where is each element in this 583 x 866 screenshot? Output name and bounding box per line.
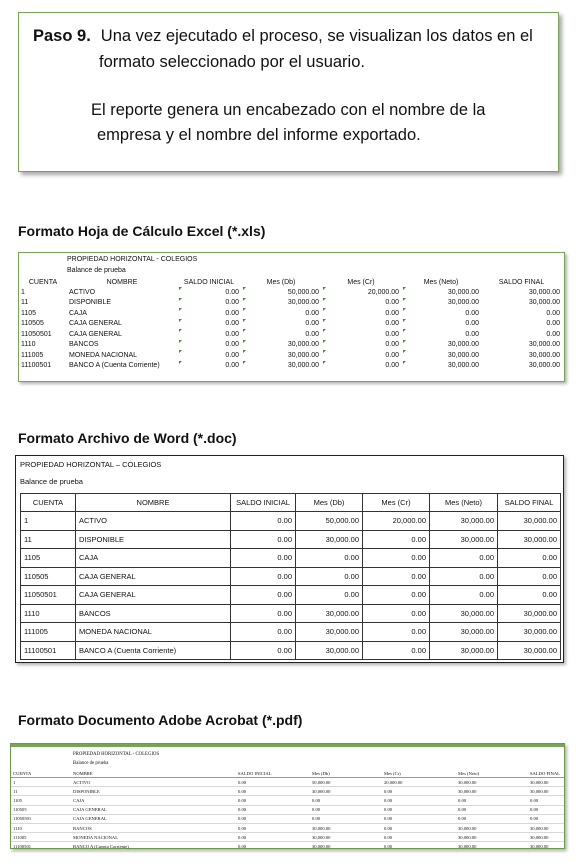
pdf-column-header: NOMBRE xyxy=(71,769,236,778)
step-text-4: empresa y el nombre del informe exportado. xyxy=(97,126,421,144)
pdf-column-header: SALDO INICIAL xyxy=(236,769,310,778)
doc-table-cell: 0.00 xyxy=(430,549,498,568)
doc-table-cell: DISPONIBLE xyxy=(76,530,231,549)
pdf-table-cell: 1110 xyxy=(11,823,71,832)
xls-table-cell: 30,000.00 xyxy=(401,350,481,361)
step-line-1 xyxy=(33,27,533,46)
pdf-table-cell: 30,000.00 xyxy=(528,778,564,787)
pdf-table-row xyxy=(11,778,564,787)
xls-table-cell: 0.00 xyxy=(177,329,241,340)
doc-table-cell: 30,000.00 xyxy=(430,623,498,642)
doc-table-cell: 0.00 xyxy=(296,586,363,605)
xls-table-cell: 0.00 xyxy=(321,308,401,319)
xls-table-cell: 0.00 xyxy=(321,350,401,361)
xls-column-header: Mes (Neto) xyxy=(423,278,459,286)
pdf-table-row xyxy=(11,787,564,796)
doc-column-header: SALDO FINAL xyxy=(498,494,561,512)
xls-table-row xyxy=(19,361,562,372)
xls-table-row xyxy=(19,298,562,309)
pdf-table-cell: MONEDA NACIONAL xyxy=(71,833,236,842)
pdf-table-cell: 30,000.00 xyxy=(528,842,564,851)
pdf-table-cell: 30,000.00 xyxy=(310,833,382,842)
pdf-table-cell: 0.00 xyxy=(528,805,564,814)
xls-table-cell: 0.00 xyxy=(321,298,401,309)
xls-table-cell: 50,000.00 xyxy=(241,287,321,298)
xls-table-cell: 0.00 xyxy=(177,287,241,298)
doc-table-cell: 0.00 xyxy=(363,549,430,568)
doc-table-cell: 0.00 xyxy=(231,549,296,568)
doc-table-cell: CAJA xyxy=(76,549,231,568)
pdf-column-header: Mes (Db) xyxy=(310,769,382,778)
xls-table-cell: 1110 xyxy=(21,341,36,349)
doc-table-cell: 1105 xyxy=(21,549,76,568)
pdf-top-border xyxy=(11,744,564,747)
pdf-table-cell: 0.00 xyxy=(382,787,456,796)
doc-table-row xyxy=(21,530,561,549)
doc-column-header: Mes (Cr) xyxy=(363,494,430,512)
pdf-table-cell: 0.00 xyxy=(236,796,310,805)
pdf-table-cell: ACTIVO xyxy=(71,778,236,787)
pdf-table-cell: 0.00 xyxy=(382,814,456,823)
pdf-table-cell: 0.00 xyxy=(382,833,456,842)
doc-column-header: NOMBRE xyxy=(76,494,231,512)
xls-column-header: SALDO FINAL xyxy=(498,278,545,286)
pdf-table-cell: 11 xyxy=(11,787,71,796)
xls-table-cell: 30,000.00 xyxy=(528,362,560,370)
xls-table-row xyxy=(19,340,562,351)
pdf-table-cell: 0.00 xyxy=(310,805,382,814)
xls-table-row xyxy=(19,319,562,330)
xls-table-cell: 0.00 xyxy=(321,361,401,372)
pdf-table-cell: 110505 xyxy=(11,805,71,814)
xls-table-cell: 0.00 xyxy=(177,319,241,330)
xls-table-cell: CAJA GENERAL xyxy=(69,330,122,338)
pdf-table-cell: 30,000.00 xyxy=(456,787,528,796)
doc-table-cell: 30,000.00 xyxy=(296,604,363,623)
pdf-header-row xyxy=(11,769,564,778)
xls-table-cell: 11 xyxy=(21,299,29,307)
doc-table-cell: 0.00 xyxy=(231,623,296,642)
doc-table-cell: BANCO A (Cuenta Corriente) xyxy=(76,641,231,660)
xls-table-cell: MONEDA NACIONAL xyxy=(69,351,138,359)
xls-table-cell: 30,000.00 xyxy=(241,350,321,361)
xls-table-cell: 30,000.00 xyxy=(528,341,560,349)
doc-table-cell: 0.00 xyxy=(231,567,296,586)
pdf-table-row xyxy=(11,842,564,851)
excel-table xyxy=(19,277,562,371)
pdf-table-cell: 30,000.00 xyxy=(456,833,528,842)
pdf-report-name: Balance de prueba xyxy=(73,761,109,766)
xls-table-cell: 0.00 xyxy=(177,350,241,361)
xls-table-cell: 0.00 xyxy=(401,319,481,330)
word-company-name: PROPIEDAD HORIZONTAL – COLEGIOS xyxy=(20,460,162,469)
pdf-table-cell: 0.00 xyxy=(382,796,456,805)
doc-table-cell: 0.00 xyxy=(231,530,296,549)
pdf-table-cell: 0.00 xyxy=(236,778,310,787)
xls-table-cell: 30,000.00 xyxy=(401,287,481,298)
pdf-table-cell: 11050501 xyxy=(11,814,71,823)
doc-table-cell: CAJA GENERAL xyxy=(76,567,231,586)
xls-table-cell: 0.00 xyxy=(241,329,321,340)
xls-table-row xyxy=(19,308,562,319)
xls-table-cell: 30,000.00 xyxy=(528,351,560,359)
xls-table-cell: 11050501 xyxy=(21,330,52,338)
pdf-section-title: Formato Documento Adobe Acrobat (*.pdf) xyxy=(18,712,303,728)
pdf-table-cell: DISPONIBLE xyxy=(71,787,236,796)
pdf-table-cell: BANCO A (Cuenta Corriente) xyxy=(71,842,236,851)
xls-table-cell: 30,000.00 xyxy=(401,298,481,309)
doc-table-cell: 30,000.00 xyxy=(498,623,561,642)
doc-table-cell: 0.00 xyxy=(296,549,363,568)
xls-table-cell: 0.00 xyxy=(321,329,401,340)
xls-table-cell: 1 xyxy=(21,288,25,296)
pdf-table-cell: 30,000.00 xyxy=(456,823,528,832)
pdf-column-header: Mes (Cr) xyxy=(382,769,456,778)
doc-table-cell: 30,000.00 xyxy=(430,530,498,549)
doc-table-cell: 1 xyxy=(21,512,76,531)
pdf-table-cell: 30,000.00 xyxy=(456,842,528,851)
word-preview xyxy=(15,455,564,663)
pdf-table-cell: 50,000.00 xyxy=(310,778,382,787)
pdf-table-cell: 30,000.00 xyxy=(310,842,382,851)
doc-table-row xyxy=(21,512,561,531)
xls-table-cell: BANCO A (Cuenta Corriente) xyxy=(69,362,160,370)
xls-table-cell: 0.00 xyxy=(321,319,401,330)
pdf-table-cell: 0.00 xyxy=(236,805,310,814)
excel-header-row xyxy=(19,277,562,287)
pdf-table-cell: 0.00 xyxy=(310,814,382,823)
doc-table-cell: 20,000.00 xyxy=(363,512,430,531)
excel-report-name: Balance de prueba xyxy=(67,267,126,274)
doc-table-cell: CAJA GENERAL xyxy=(76,586,231,605)
doc-table-cell: 0.00 xyxy=(363,586,430,605)
pdf-table-cell: 11100501 xyxy=(11,842,71,851)
doc-table-cell: 30,000.00 xyxy=(430,641,498,660)
xls-table-row xyxy=(19,287,562,298)
pdf-table-cell: 20,000.00 xyxy=(382,778,456,787)
doc-table-cell: 30,000.00 xyxy=(296,623,363,642)
doc-column-header: Mes (Neto) xyxy=(430,494,498,512)
xls-table-cell: 0.00 xyxy=(241,308,321,319)
xls-table-cell: 111005 xyxy=(21,351,44,359)
xls-table-cell: 30,000.00 xyxy=(241,340,321,351)
doc-table-cell: 0.00 xyxy=(296,567,363,586)
pdf-table-cell: 0.00 xyxy=(236,787,310,796)
pdf-column-header: CUENTA xyxy=(11,769,71,778)
pdf-table-cell: 0.00 xyxy=(236,833,310,842)
xls-table-row xyxy=(19,329,562,340)
xls-table-cell: 11100501 xyxy=(21,362,52,370)
pdf-table-cell: 111005 xyxy=(11,833,71,842)
pdf-table-row xyxy=(11,796,564,805)
doc-column-header: CUENTA xyxy=(21,494,76,512)
pdf-table-cell: CAJA GENERAL xyxy=(71,814,236,823)
doc-table-cell: 11 xyxy=(21,530,76,549)
xls-table-cell: 30,000.00 xyxy=(528,288,560,296)
excel-section-title: Formato Hoja de Cálculo Excel (*.xls) xyxy=(18,223,266,239)
pdf-table-cell: 30,000.00 xyxy=(310,823,382,832)
doc-table-cell: 0.00 xyxy=(363,623,430,642)
xls-table-cell: 0.00 xyxy=(177,361,241,372)
pdf-table-cell: 0.00 xyxy=(236,842,310,851)
doc-table-cell: 11100501 xyxy=(21,641,76,660)
doc-table-cell: 11050501 xyxy=(21,586,76,605)
doc-table-cell: 30,000.00 xyxy=(296,641,363,660)
pdf-table-cell: 0.00 xyxy=(382,805,456,814)
pdf-table-cell: 0.00 xyxy=(236,823,310,832)
xls-table-cell: BANCOS xyxy=(69,341,99,349)
doc-table-cell: 0.00 xyxy=(363,567,430,586)
xls-column-header: NOMBRE xyxy=(106,278,138,286)
pdf-table-row xyxy=(11,833,564,842)
doc-column-header: Mes (Db) xyxy=(296,494,363,512)
doc-table-cell: ACTIVO xyxy=(76,512,231,531)
pdf-table-row xyxy=(11,823,564,832)
excel-table-body xyxy=(19,287,562,371)
step-text-1: Una vez ejecutado el proceso, se visualizan los datos en el xyxy=(100,27,533,45)
pdf-table-cell: 0.00 xyxy=(382,842,456,851)
xls-column-header: Mes (Db) xyxy=(266,278,296,286)
pdf-table-cell: 1 xyxy=(11,778,71,787)
xls-table-cell: 0.00 xyxy=(177,298,241,309)
doc-table-cell: 30,000.00 xyxy=(296,530,363,549)
doc-table-cell: 0.00 xyxy=(231,586,296,605)
xls-table-cell: CAJA GENERAL xyxy=(69,320,122,328)
pdf-table-cell: 1105 xyxy=(11,796,71,805)
doc-table-cell: 30,000.00 xyxy=(498,530,561,549)
xls-column-header: CUENTA xyxy=(28,278,58,286)
doc-table-cell: 30,000.00 xyxy=(430,604,498,623)
pdf-table-cell: 0.00 xyxy=(456,805,528,814)
xls-table-cell: DISPONIBLE xyxy=(69,299,112,307)
step-instruction-box xyxy=(18,12,559,172)
xls-table-cell: 0.00 xyxy=(546,320,560,328)
xls-table-cell: 0.00 xyxy=(546,309,560,317)
pdf-table-body xyxy=(11,778,564,852)
xls-table-cell: 0.00 xyxy=(321,340,401,351)
doc-table-cell: 30,000.00 xyxy=(498,512,561,531)
doc-table-cell: 0.00 xyxy=(231,512,296,531)
doc-table-cell: BANCOS xyxy=(76,604,231,623)
doc-table-cell: 0.00 xyxy=(498,586,561,605)
xls-table-cell: 20,000.00 xyxy=(321,287,401,298)
doc-table-row xyxy=(21,549,561,568)
doc-table-row xyxy=(21,641,561,660)
doc-table-cell: 30,000.00 xyxy=(430,512,498,531)
excel-company-name: PROPIEDAD HORIZONTAL - COLEGIOS xyxy=(67,256,198,263)
xls-table-cell: 0.00 xyxy=(177,340,241,351)
doc-table-row xyxy=(21,567,561,586)
doc-table-cell: 110505 xyxy=(21,567,76,586)
pdf-table-cell: 0.00 xyxy=(456,814,528,823)
pdf-column-header: Mes (Neto) xyxy=(456,769,528,778)
xls-table-cell: ACTIVO xyxy=(69,288,96,296)
xls-table-cell: 0.00 xyxy=(401,329,481,340)
doc-table-cell: 30,000.00 xyxy=(498,641,561,660)
word-header-row xyxy=(21,494,561,512)
step-text-3: El reporte genera un encabezado con el nombre de la xyxy=(91,101,486,119)
step-label: Paso 9. xyxy=(33,27,91,45)
xls-table-cell: 30,000.00 xyxy=(401,340,481,351)
pdf-table-cell: 30,000.00 xyxy=(310,787,382,796)
step-text-2: formato seleccionado por el usuario. xyxy=(99,53,365,71)
pdf-table-cell: 0.00 xyxy=(528,814,564,823)
doc-table-cell: 0.00 xyxy=(363,641,430,660)
doc-table-cell: 0.00 xyxy=(430,567,498,586)
doc-table-cell: 1110 xyxy=(21,604,76,623)
doc-table-cell: 30,000.00 xyxy=(498,604,561,623)
doc-table-cell: 0.00 xyxy=(363,604,430,623)
xls-table-cell: 110505 xyxy=(21,320,44,328)
doc-table-cell: 50,000.00 xyxy=(296,512,363,531)
pdf-table xyxy=(11,769,564,852)
xls-table-cell: 0.00 xyxy=(401,308,481,319)
xls-table-row xyxy=(19,350,562,361)
pdf-table-row xyxy=(11,814,564,823)
pdf-table-cell: 30,000.00 xyxy=(528,787,564,796)
pdf-table-cell: 0.00 xyxy=(310,796,382,805)
word-table-body xyxy=(21,512,561,660)
doc-table-row xyxy=(21,623,561,642)
doc-table-cell: 0.00 xyxy=(231,641,296,660)
doc-table-row xyxy=(21,586,561,605)
excel-preview xyxy=(18,252,565,382)
xls-table-cell: 1105 xyxy=(21,309,37,317)
pdf-preview xyxy=(10,743,565,849)
pdf-table-cell: BANCOS xyxy=(71,823,236,832)
xls-table-cell: 0.00 xyxy=(546,330,560,338)
pdf-table-cell: CAJA xyxy=(71,796,236,805)
word-table xyxy=(20,493,561,660)
pdf-table-cell: 0.00 xyxy=(382,823,456,832)
pdf-table-cell: 30,000.00 xyxy=(528,833,564,842)
pdf-table-cell: 0.00 xyxy=(456,796,528,805)
doc-table-cell: 0.00 xyxy=(498,549,561,568)
doc-table-row xyxy=(21,604,561,623)
pdf-company-name: PROPIEDAD HORIZONTAL - COLEGIOS xyxy=(73,752,160,757)
xls-table-cell: 0.00 xyxy=(241,319,321,330)
doc-table-cell: 111005 xyxy=(21,623,76,642)
pdf-table-cell: CAJA GENERAL xyxy=(71,805,236,814)
xls-table-cell: 0.00 xyxy=(177,308,241,319)
pdf-table-cell: 30,000.00 xyxy=(528,823,564,832)
pdf-column-header: SALDO FINAL xyxy=(528,769,564,778)
doc-table-cell: 0.00 xyxy=(363,530,430,549)
xls-table-cell: 30,000.00 xyxy=(528,299,560,307)
xls-table-cell: 30,000.00 xyxy=(241,361,321,372)
xls-table-cell: 30,000.00 xyxy=(241,298,321,309)
doc-table-cell: 0.00 xyxy=(498,567,561,586)
xls-column-header: Mes (Cr) xyxy=(347,278,375,286)
pdf-table-row xyxy=(11,805,564,814)
pdf-table-cell: 30,000.00 xyxy=(456,778,528,787)
xls-table-cell: CAJA xyxy=(69,309,87,317)
xls-table-cell: 30,000.00 xyxy=(401,361,481,372)
doc-table-cell: 0.00 xyxy=(231,604,296,623)
pdf-table-cell: 0.00 xyxy=(528,796,564,805)
xls-column-header: SALDO INICIAL xyxy=(183,278,235,286)
doc-column-header: SALDO INICIAL xyxy=(231,494,296,512)
doc-table-cell: 0.00 xyxy=(430,586,498,605)
word-section-title: Formato Archivo de Word (*.doc) xyxy=(18,430,237,446)
word-report-name: Balance de prueba xyxy=(20,477,83,486)
doc-table-cell: MONEDA NACIONAL xyxy=(76,623,231,642)
pdf-table-cell: 0.00 xyxy=(236,814,310,823)
